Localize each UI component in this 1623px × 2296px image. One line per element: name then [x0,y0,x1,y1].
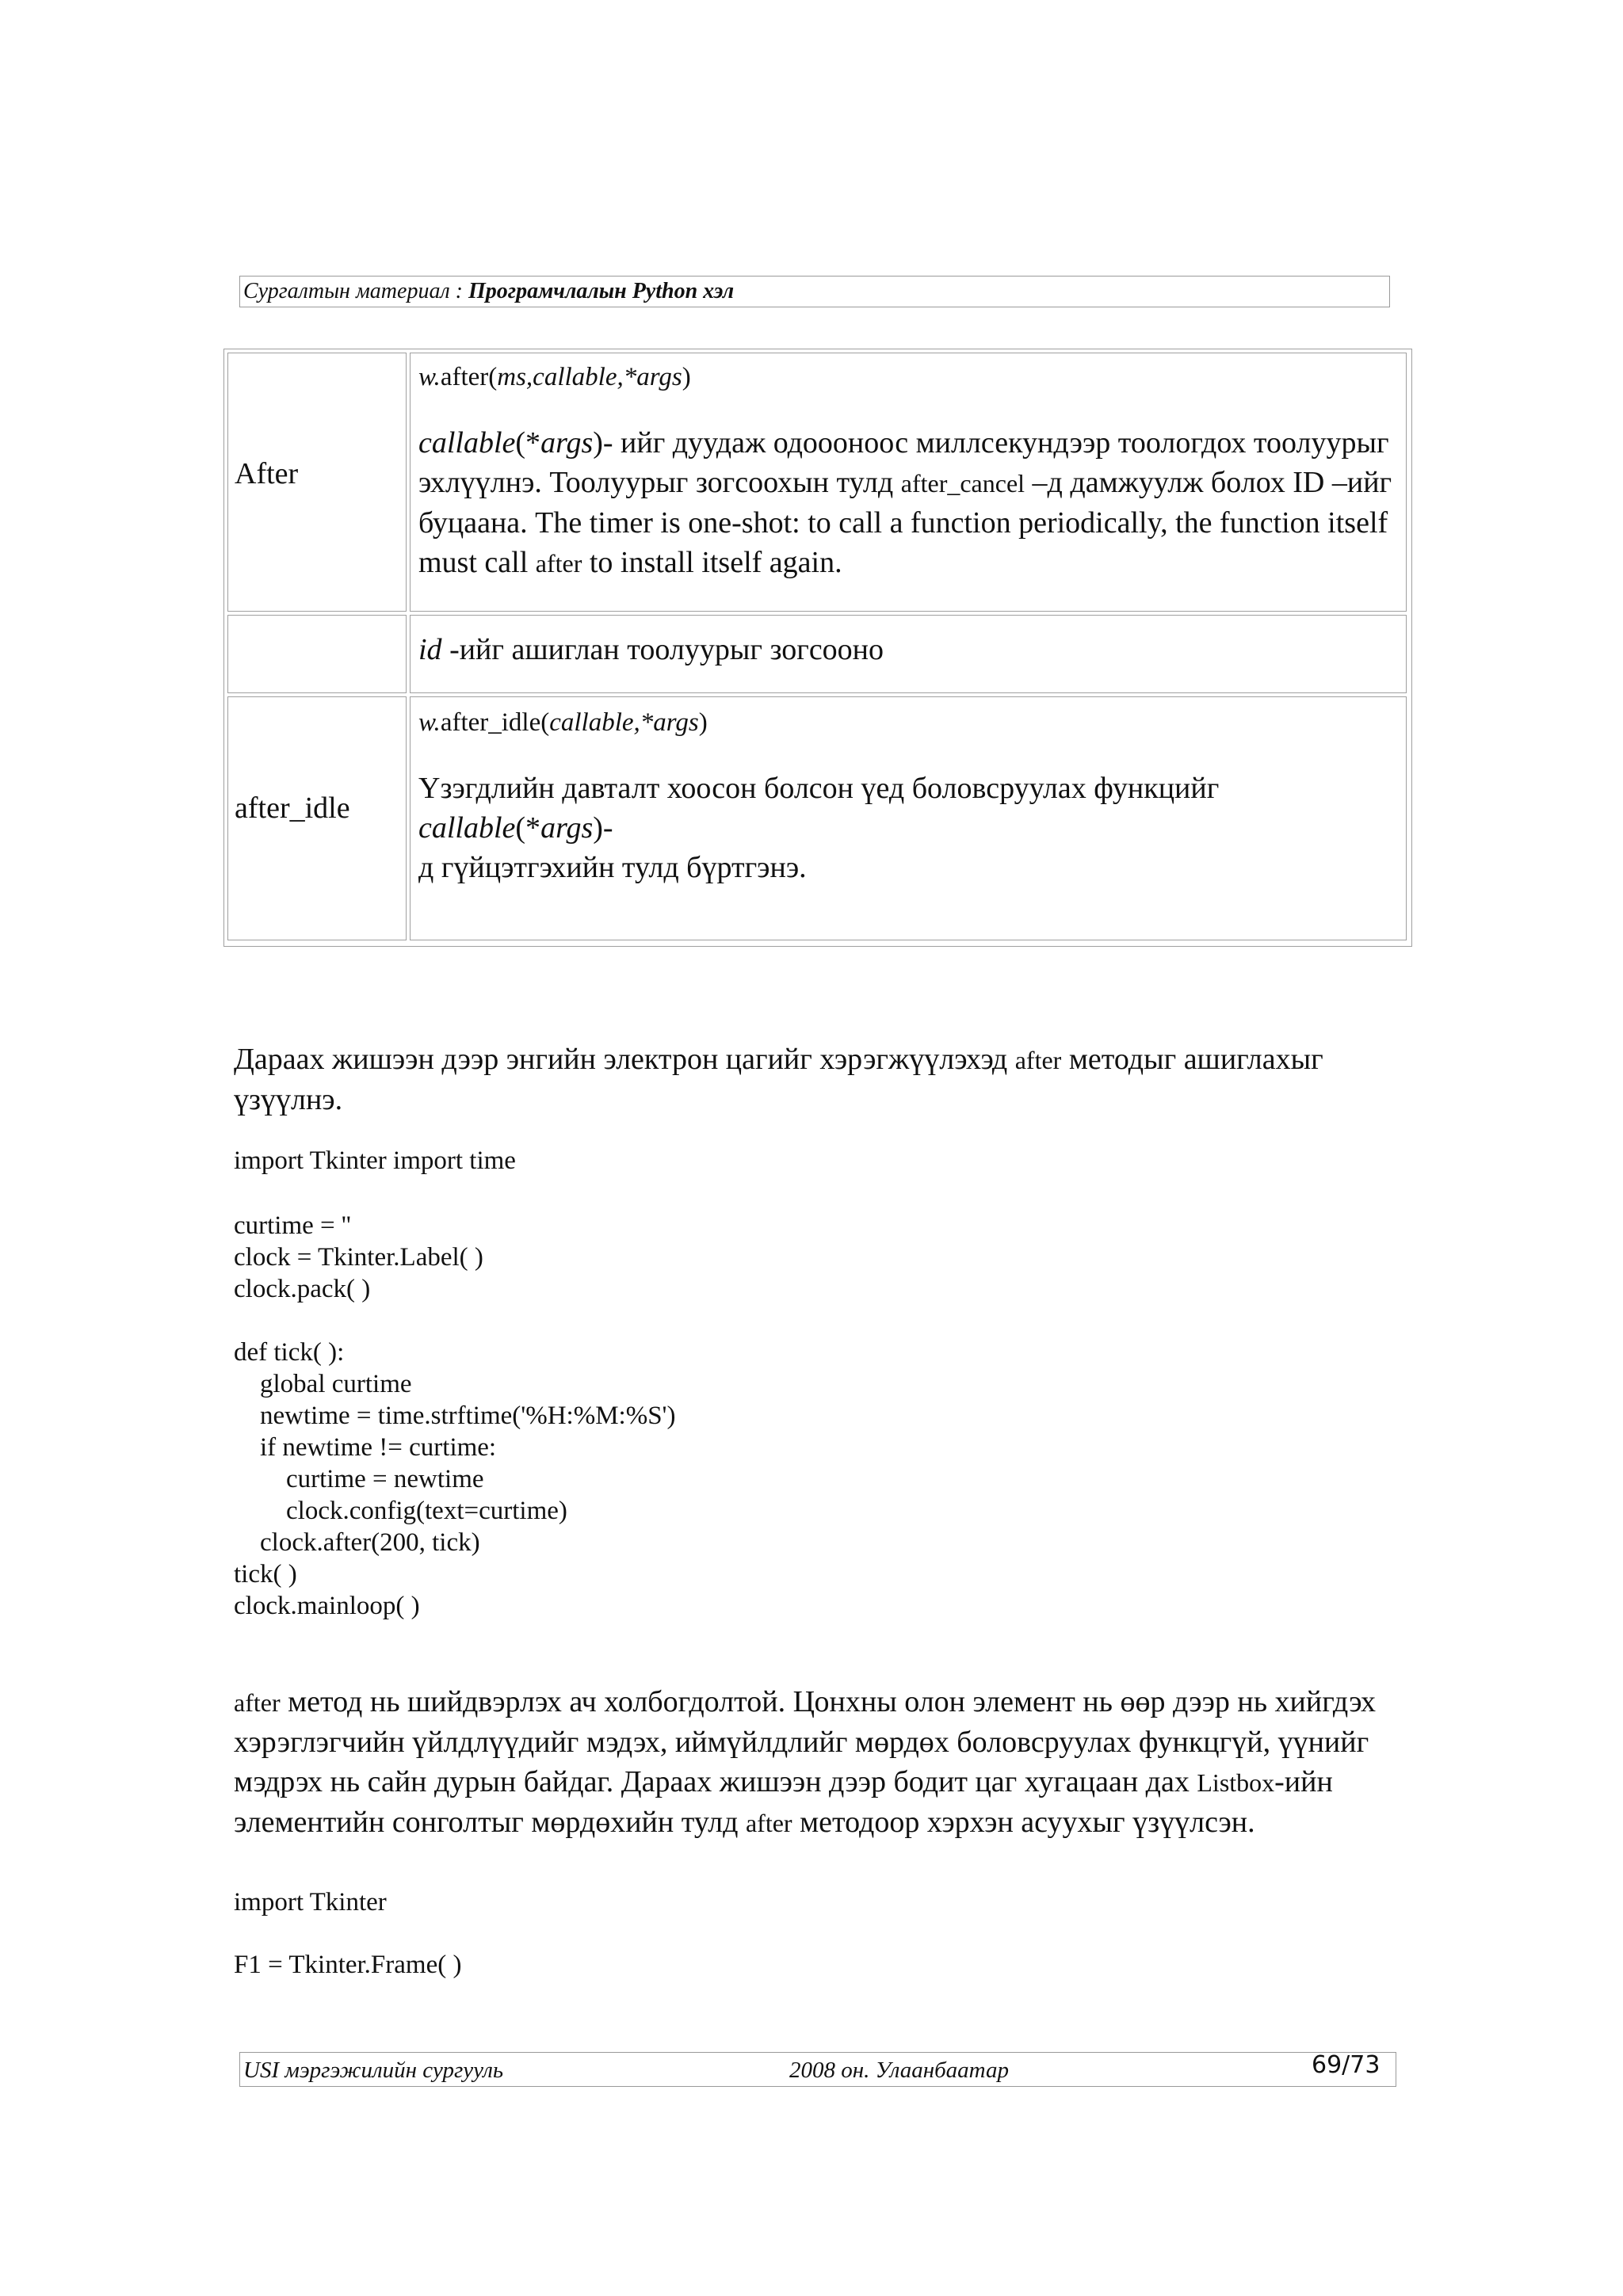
description-cancel [418,630,1395,669]
header-prefix: Сургалтын материал : [243,279,468,303]
signature-after [418,363,691,392]
desc-line2b: –д дамжуулж болох ID –ийг [1025,466,1392,499]
code-block-clock: curtime = '' clock = Tkinter.Label( ) clock.pack( ) def tick( ): global curtime newtime = time.strftime('%H:%M:%S') if newtime != curtime: curtime = newtime clock.config(text=curtime) clock.after(200, tick) tick( ) clock.mainloop( ) [234,1211,676,1620]
code-import-tkinter: import Tkinter [234,1888,387,1917]
desc-line1a: Үзэгдлийн давталт хоосон болсон үед боловсруулах функцийг [418,772,1220,805]
para2-line3b: -ийн [1274,1765,1333,1798]
sig-prefix: w. [418,363,441,391]
desc-callable: callable [418,426,516,460]
desc-line4b: to install itself again. [582,546,842,579]
para2-line4b: методоор хэрхэн асуухыг үзүүлсэн. [792,1806,1255,1839]
method-table [223,349,1412,947]
desc-paren: (* [515,811,541,845]
desc-line1b: )- [593,811,613,845]
description-after-idle [418,769,1395,887]
desc-line2: д гүйцэтгэхийн тулд бүртгэнэ. [418,851,807,884]
desc-paren: (* [515,426,541,460]
description-after [418,423,1395,583]
para2-line2: хэрэглэгчийн үйлдлүүдийг мэдэх, иймүйлдлийг мөрдөх боловсруулах функцгүй, үүнийг [234,1726,1369,1759]
para2-line4a: элементийн сонголтыг мөрдөхийн тулд [234,1806,746,1839]
sig-args: ms,callable,*args [497,363,682,391]
table-row-cancel-name-cell [227,615,407,693]
page-number: 69/73 [1312,2051,1381,2079]
desc-line4-code: after [535,549,582,578]
signature-after-idle [418,708,708,738]
explanation-paragraph [234,1682,1391,1843]
desc-callable: callable [418,811,516,845]
code-import-line: import Tkinter import time [234,1146,516,1175]
sig-fn: after_idle( [440,708,550,737]
table-row-after-desc-cell [410,353,1407,612]
para2-line3-code: Listbox [1197,1768,1275,1797]
para1-code: after [1014,1046,1062,1074]
desc-args: args [540,426,594,460]
desc-id: id [418,633,442,666]
table-row-cancel-desc-cell [410,615,1407,693]
para1-line1b: методыг ашиглахыг [1061,1043,1323,1076]
table-row-after-name-cell [227,353,407,612]
desc-line2-code: after_cancel [900,469,1025,498]
desc-line4a: must call [418,546,536,579]
page-header [239,276,1390,307]
para1-line1a: Дараах жишээн дээр энгийн электрон цагийг хэрэгжүүлэхэд [234,1043,1015,1076]
method-name-after: After [235,457,299,490]
page-footer [239,2052,1396,2087]
sig-prefix: w. [418,708,441,737]
footer-school: USI мэргэжилийн сургууль [243,2058,504,2083]
code-frame-line: F1 = Tkinter.Frame( ) [234,1951,462,1979]
desc-line2a: эхлүүлнэ. Тоолуурыг зогсоохын тулд [418,466,901,499]
desc-line1: )- ийг дуудаж одоооноос миллсекундээр тоологдох тоолуурыг [593,426,1389,460]
header-title: Програмчлалын Python хэл [468,279,735,303]
sig-args: callable,*args [549,708,699,737]
desc-cancel-text: -ийг ашиглан тоолуурыг зогсооно [441,633,884,666]
para2-line4-code: after [745,1809,792,1837]
table-row-after-idle-desc-cell [410,696,1407,940]
para2-code: after [234,1688,281,1717]
para1-line2: үзүүлнэ. [234,1083,343,1116]
footer-year-city: 2008 он. Улаанбаатар [789,2058,1009,2083]
sig-close: ) [682,363,691,391]
sig-close: ) [698,708,708,737]
sig-fn: after( [440,363,498,391]
para2-line3a: мэдрэх нь сайн дурын байдаг. Дараах жишээн дээр бодит цаг хугацаан дах [234,1765,1197,1798]
desc-args: args [540,811,594,845]
table-row-after-idle-name-cell [227,696,407,940]
para2-line1: метод нь шийдвэрлэх ач холбогдолтой. Цонхны олон элемент нь өөр дээр нь хийгдэх [280,1685,1377,1718]
desc-line3: буцаана. The timer is one-shot: to call a function periodically, the function itself [418,506,1388,540]
method-name-after-idle: after_idle [235,791,350,825]
intro-paragraph [234,1039,1391,1119]
